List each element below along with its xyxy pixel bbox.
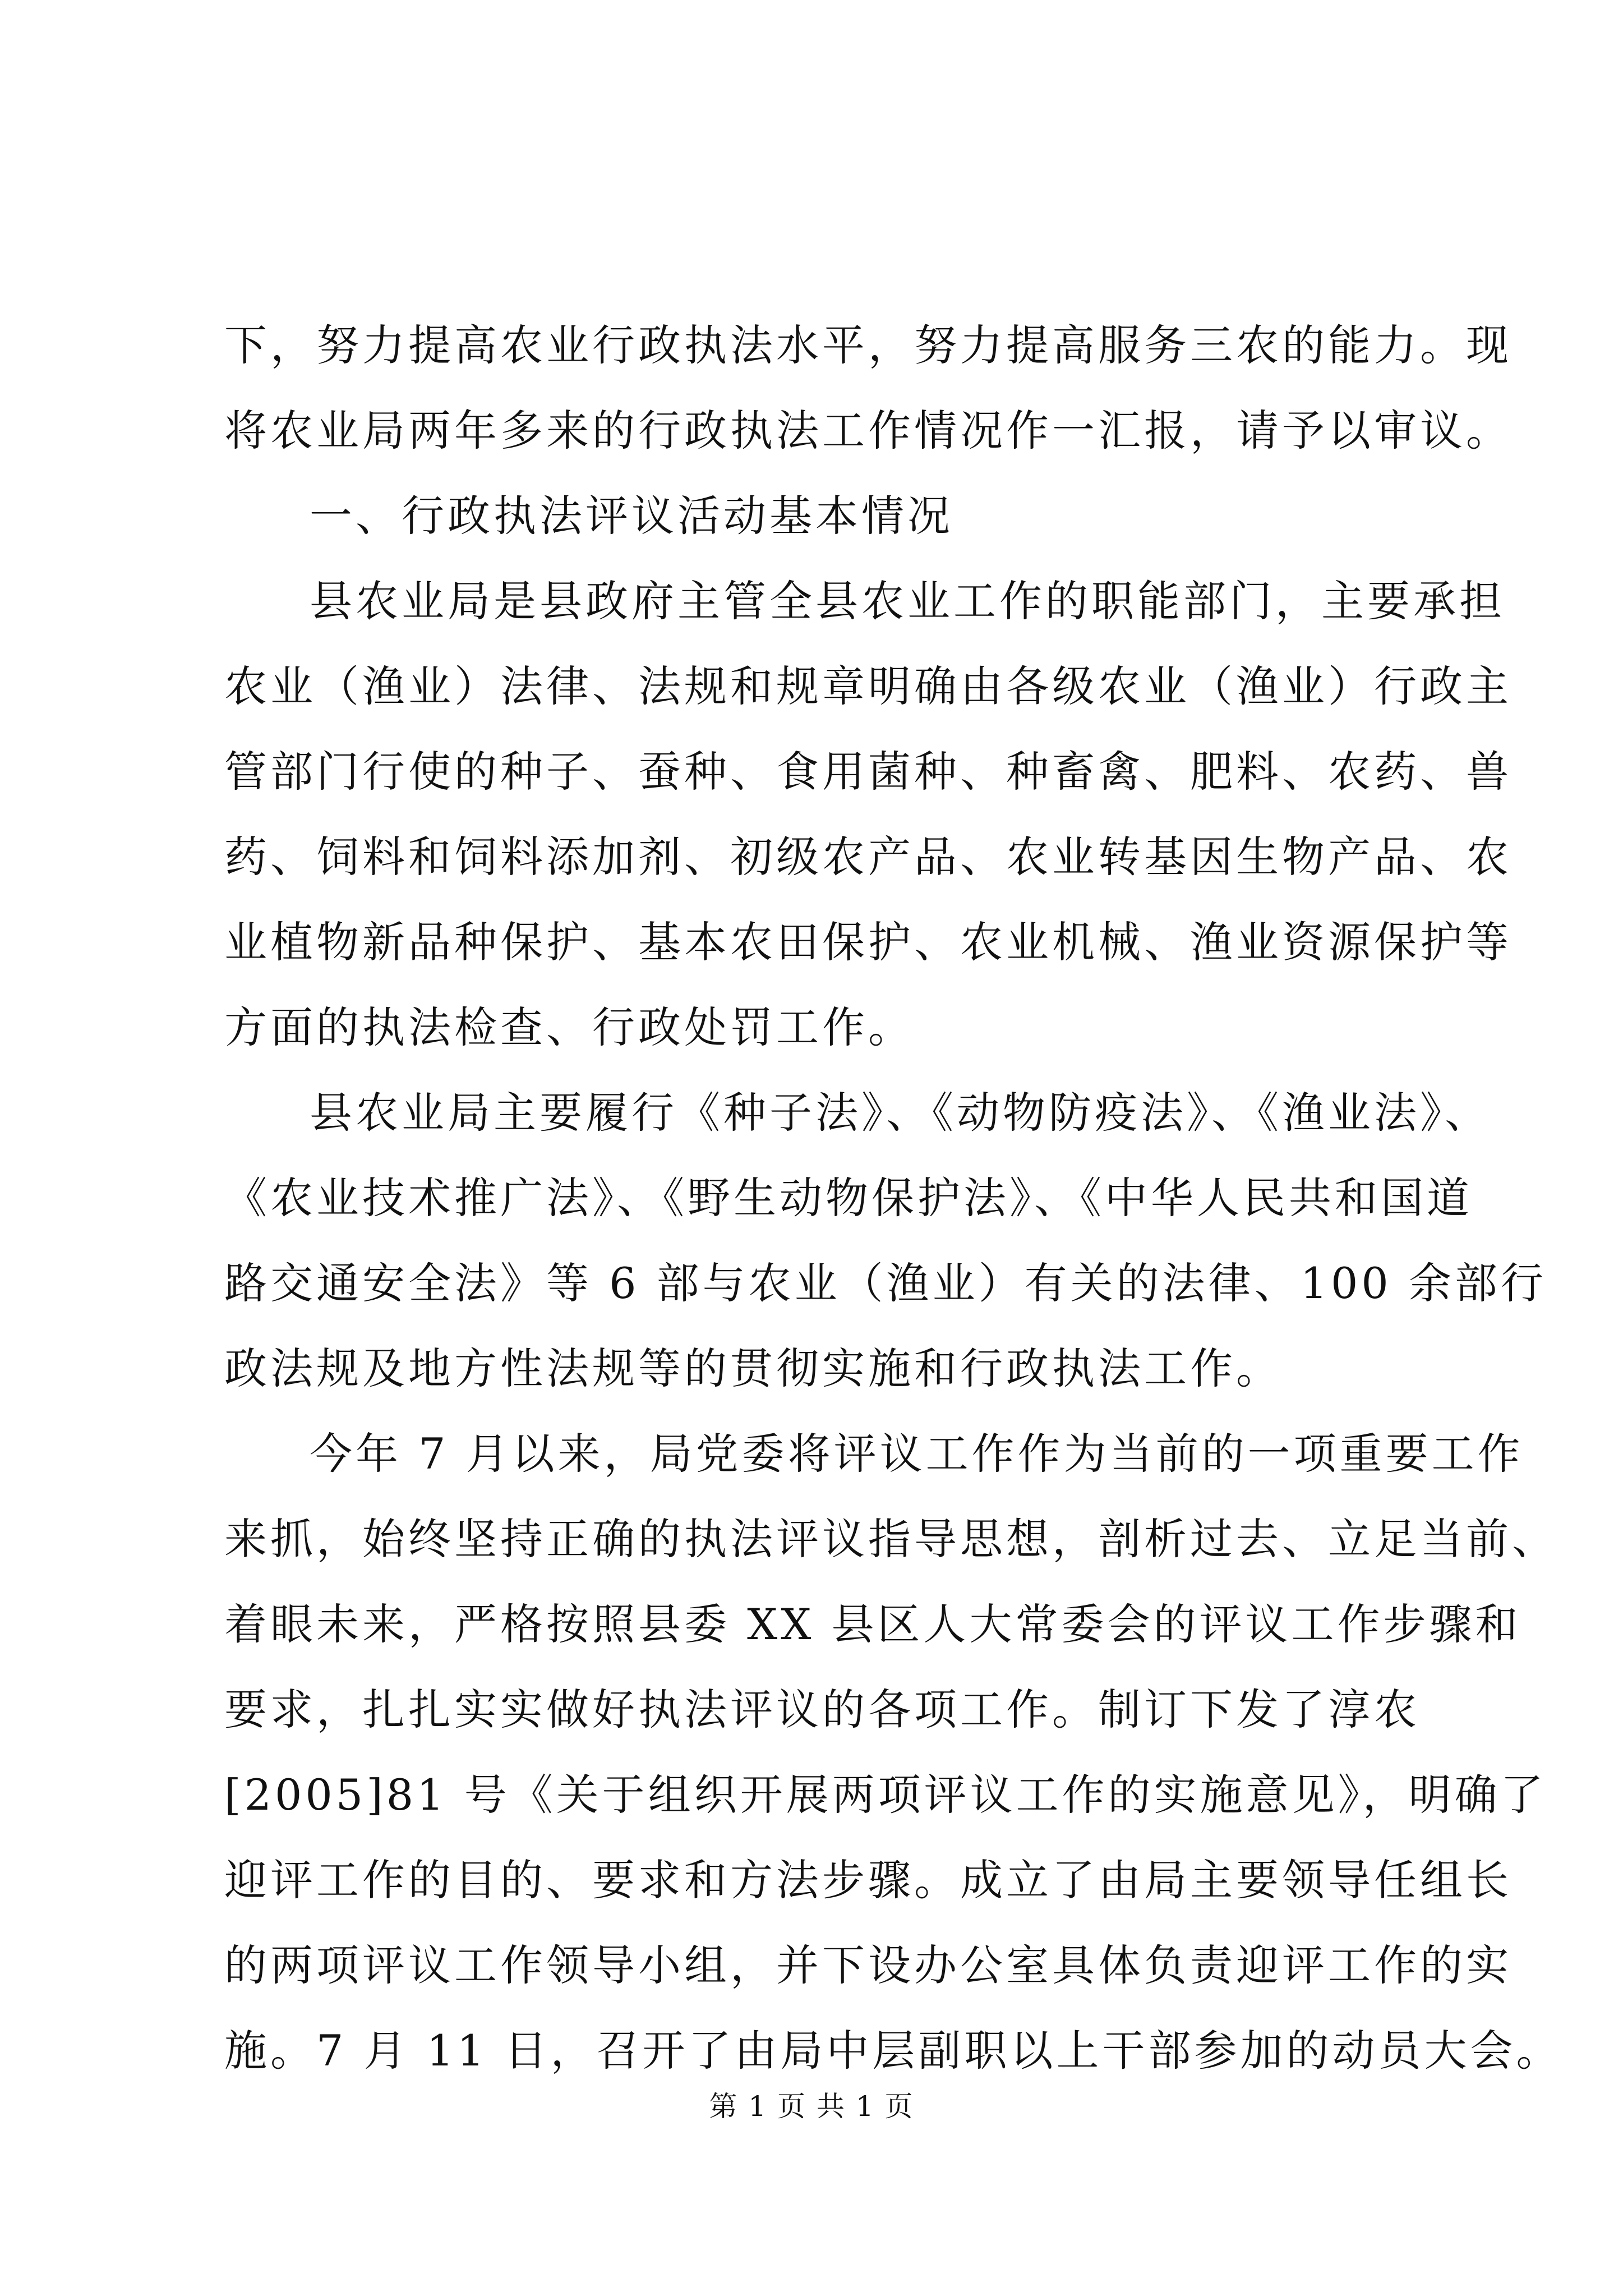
text-line: 将农业局两年多来的行政执法工作情况作一汇报，请予以审议。 <box>224 406 1512 455</box>
text-line: 路交通安全法》等 6 部与农业（渔业）有关的法律、100 余部行 <box>224 1258 1547 1308</box>
text-line: 药、饲料和饲料添加剂、初级农产品、农业转基因生物产品、农 <box>224 832 1512 882</box>
text-line: 着眼未来，严格按照县委 XX 县区人大常委会的评议工作步骤和 <box>224 1599 1521 1649</box>
text-line: 政法规及地方性法规等的贯彻实施和行政执法工作。 <box>224 1343 1282 1393</box>
text-line: 的两项评议工作领导小组，并下设办公室具体负责迎评工作的实 <box>224 1940 1512 1990</box>
text-line: 管部门行使的种子、蚕种、食用菌种、种畜禽、肥料、农药、兽 <box>224 747 1512 797</box>
text-line: 农业（渔业）法律、法规和规章明确由各级农业（渔业）行政主 <box>224 661 1512 711</box>
text-line: 要求，扎扎实实做好执法评议的各项工作。制订下发了淳农 <box>224 1685 1420 1734</box>
text-line: [2005]81 号《关于组织开展两项评议工作的实施意见》，明确了 <box>224 1770 1547 1820</box>
text-line: 业植物新品种保护、基本农田保护、农业机械、渔业资源保护等 <box>224 917 1512 967</box>
text-line: 《农业技术推广法》、《野生动物保护法》、《中华人民共和国道 <box>224 1173 1473 1223</box>
text-line: 施。7 月 11 日，召开了由局中层副职以上干部参加的动员大会。 <box>224 2026 1562 2076</box>
section-heading: 一、行政执法评议活动基本情况 <box>310 491 953 541</box>
text-line: 今年 7 月以来，局党委将评议工作作为当前的一项重要工作 <box>310 1429 1524 1479</box>
text-line: 方面的执法检查、行政处罚工作。 <box>224 1002 914 1052</box>
document-body <box>224 303 1562 2093</box>
text-line: 县农业局是县政府主管全县农业工作的职能部门，主要承担 <box>310 576 1505 626</box>
text-line: 迎评工作的目的、要求和方法步骤。成立了由局主要领导任组长 <box>224 1855 1512 1905</box>
page-footer: 第 1 页 共 1 页 <box>709 2090 914 2123</box>
text-line: 县农业局主要履行《种子法》、《动物防疫法》、《渔业法》、 <box>310 1088 1491 1138</box>
text-line: 来抓，始终坚持正确的执法评议指导思想，剖析过去、立足当前、 <box>224 1514 1558 1564</box>
text-line: 下，努力提高农业行政执法水平，努力提高服务三农的能力。现 <box>224 320 1512 370</box>
